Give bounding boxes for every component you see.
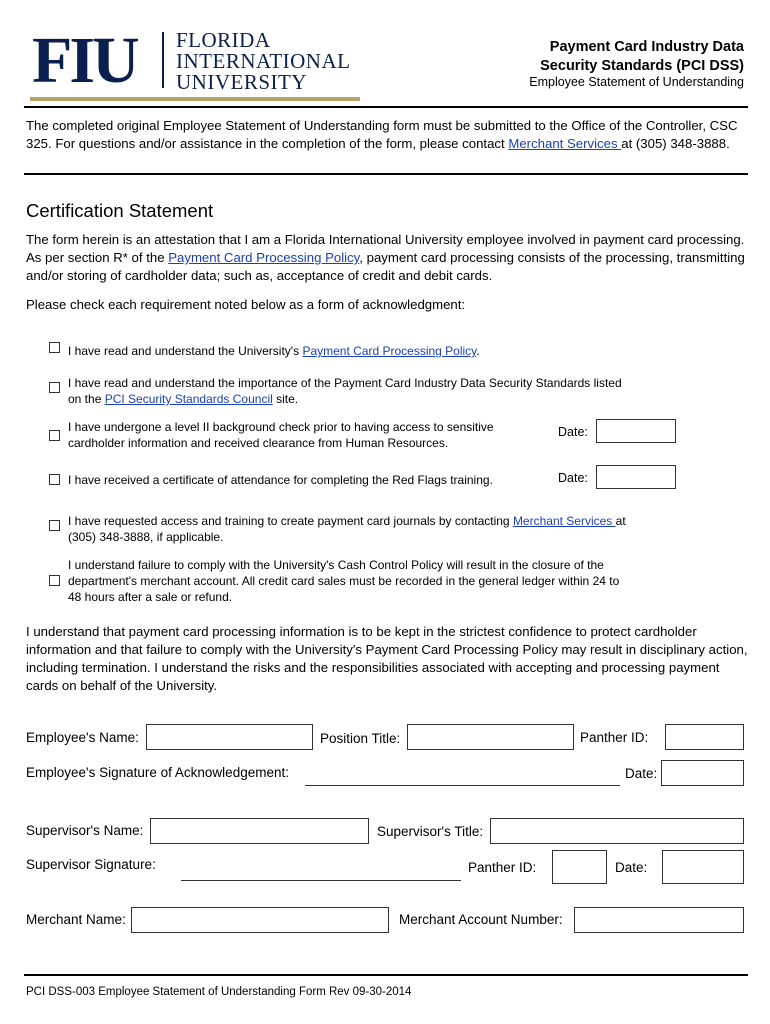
- supervisor-title-label: Supervisor's Title:: [377, 824, 484, 839]
- supervisor-name-field[interactable]: [150, 818, 369, 844]
- intro-paragraph: [26, 117, 748, 153]
- logo-gold-bar: [30, 97, 360, 101]
- req5-line2: (305) 348-3888, if applicable.: [68, 530, 224, 544]
- req5-merchant-link[interactable]: Merchant Services: [512, 514, 616, 528]
- intro-rule: [24, 173, 748, 175]
- req5-text: I have requested access and training to create payment card journals by contacting: [68, 514, 513, 528]
- intro-text-after: at (305) 348-3888.: [621, 136, 730, 151]
- supervisor-date-field[interactable]: [662, 850, 744, 884]
- logo-word-3: UNIVERSITY: [176, 70, 307, 94]
- merchant-name-label: Merchant Name:: [26, 912, 126, 927]
- fiu-logo-wordmark: [176, 30, 350, 93]
- req5-label: [68, 513, 626, 545]
- supervisor-date-label: Date:: [615, 860, 648, 875]
- req3-line2: cardholder information and received clearance from Human Resources.: [68, 436, 449, 450]
- merchant-account-field[interactable]: [574, 907, 744, 933]
- req4-label: I have received a certificate of attendance for completing the Red Flags training.: [68, 473, 493, 487]
- payment-card-policy-link[interactable]: Payment Card Processing Policy: [168, 250, 360, 265]
- req6-line3: 48 hours after a sale or refund.: [68, 590, 233, 604]
- cert-text-after: , payment card processing consists of the processing, transmitting and/or storing of cardholder data; such as, acceptance of credit and debit cards.: [26, 250, 745, 283]
- req2-checkbox[interactable]: [49, 382, 60, 393]
- req2-line1: I have read and understand the importance of the Payment Card Industry Data Security Standards listed: [68, 376, 622, 390]
- document-subtitle: Employee Statement of Understanding: [529, 75, 744, 89]
- req3-date-label: Date:: [558, 425, 588, 439]
- req1-label: [68, 343, 480, 359]
- req1-policy-link[interactable]: Payment Card Processing Policy: [302, 344, 477, 358]
- supervisor-signature-label: Supervisor Signature:: [26, 857, 156, 872]
- req2-label: [68, 375, 622, 407]
- position-title-label: Position Title:: [320, 731, 401, 746]
- employee-date-field[interactable]: [661, 760, 744, 786]
- logo-word-1: FLORIDA: [176, 28, 271, 52]
- employee-signature-label: Employee's Signature of Acknowledgement:: [26, 765, 289, 780]
- req4-date-field[interactable]: [596, 465, 676, 489]
- logo-word-2: INTERNATIONAL: [176, 49, 351, 73]
- req4-date-label: Date:: [558, 471, 588, 485]
- header-rule: [24, 106, 748, 108]
- employee-signature-line[interactable]: [305, 785, 620, 786]
- req1-text: I have read and understand the University's: [68, 344, 303, 358]
- title-line-1: Payment Card Industry Data: [549, 39, 744, 55]
- req4-checkbox[interactable]: [49, 474, 60, 485]
- req5-line1: [68, 513, 626, 529]
- req3-date-field[interactable]: [596, 419, 676, 443]
- merchant-services-link[interactable]: Merchant Services: [508, 136, 622, 151]
- intro-text: The completed original Employee Statement of Understanding form must be submitted to the Office of the Controller, CSC 325. For questions and/or assistance in the completion of the form, please contact: [26, 118, 738, 151]
- req6-label: [68, 557, 619, 605]
- req6-checkbox[interactable]: [49, 575, 60, 586]
- document-title: [404, 38, 744, 76]
- acknowledgment-instruction: Please check each requirement noted below as a form of acknowledgment:: [26, 297, 466, 312]
- req3-line1: I have undergone a level II background check prior to having access to sensitive: [68, 420, 494, 434]
- footer-rule: [24, 974, 748, 976]
- logo-divider: [162, 32, 164, 88]
- merchant-name-field[interactable]: [131, 907, 389, 933]
- req6-line1: I understand failure to comply with the University's Cash Control Policy will result in the closure of the: [68, 558, 604, 572]
- cert-text: The form herein is an attestation that I am a Florida International University employee involved in payment card processing. As per section R* of the: [26, 232, 745, 265]
- employee-name-field[interactable]: [146, 724, 313, 750]
- req6-line2: department's merchant account. All credit card sales must be recorded in the general ledger within 24 to: [68, 574, 620, 588]
- employee-date-label: Date:: [625, 766, 658, 781]
- employee-name-label: Employee's Name:: [26, 730, 139, 745]
- supervisor-title-field[interactable]: [490, 818, 744, 844]
- req3-checkbox[interactable]: [49, 430, 60, 441]
- certification-title: Certification Statement: [26, 200, 214, 221]
- position-title-field[interactable]: [407, 724, 574, 750]
- fiu-logo-mark: FIU: [32, 24, 137, 97]
- title-line-2: Security Standards (PCI DSS): [540, 58, 744, 74]
- panther-id-field[interactable]: [665, 724, 744, 750]
- req5-checkbox[interactable]: [49, 520, 60, 531]
- req1-after: .: [476, 344, 480, 358]
- req1-checkbox[interactable]: [49, 342, 60, 353]
- req5-after: at: [615, 514, 626, 528]
- req2-text: on the: [68, 392, 105, 406]
- req2-after: site.: [272, 392, 299, 406]
- supervisor-signature-line[interactable]: [181, 880, 461, 881]
- confidentiality-statement: I understand that payment card processing information is to be kept in the strictest confidence to protect cardholder information and that failure to comply with the University's Payment Card Processing Policy may result in disciplinary action, including termination. I understand the risks and the responsibilities associated with accepting and processing payment cards on behalf of the University.: [26, 624, 748, 693]
- req3-label: [68, 419, 494, 451]
- form-revision-footer: PCI DSS-003 Employee Statement of Understanding Form Rev 09-30-2014: [26, 986, 412, 998]
- certification-paragraph: [26, 231, 748, 285]
- panther-id-label: Panther ID:: [580, 730, 649, 745]
- pci-council-link[interactable]: PCI Security Standards Council: [104, 392, 273, 406]
- merchant-account-label: Merchant Account Number:: [399, 912, 563, 927]
- supervisor-name-label: Supervisor's Name:: [26, 823, 144, 838]
- supervisor-panther-id-label: Panther ID:: [468, 860, 537, 875]
- supervisor-panther-id-field[interactable]: [552, 850, 607, 884]
- req2-line2: [68, 391, 622, 407]
